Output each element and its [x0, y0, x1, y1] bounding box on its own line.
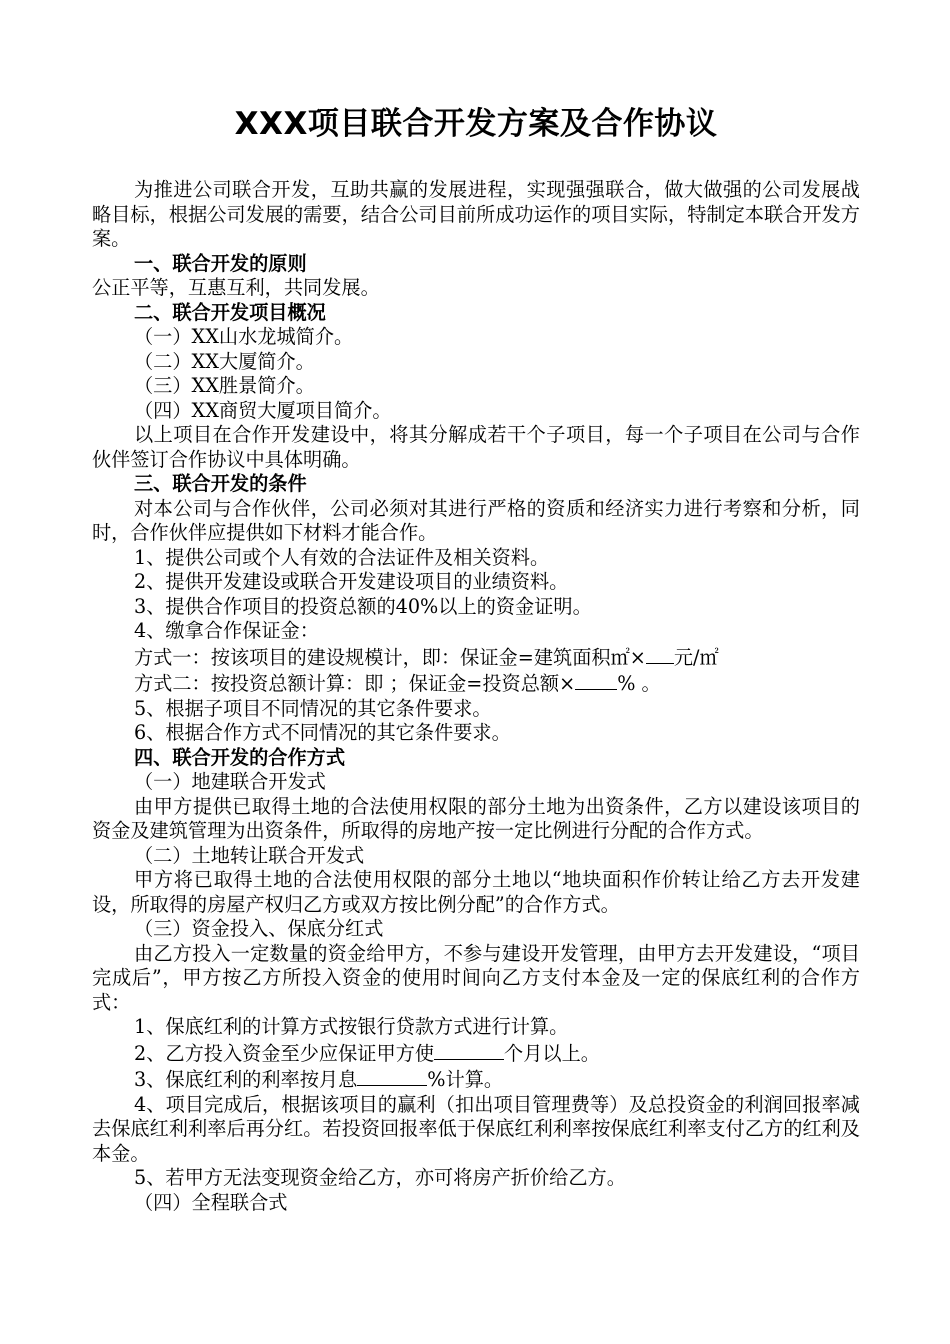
condition-item-6: 6、根据合作方式不同情况的其它条件要求。: [134, 721, 511, 744]
dividend-item-3-text: 3、保底红利的利率按月息: [134, 1068, 358, 1091]
deposit-method-2-unit: % 。: [617, 672, 661, 695]
fill-blank: [575, 670, 617, 690]
dividend-item-2-suffix: 个月以上。: [504, 1041, 600, 1065]
condition-item-2: 2、提供开发建设或联合开发建设项目的业绩资料。: [134, 570, 569, 593]
document-body: [92, 178, 860, 1215]
deposit-method-1-unit: 元/㎡: [673, 645, 719, 669]
dividend-item-2: [92, 1040, 860, 1067]
subsection-heading-1: （一）地建联合开发式: [134, 770, 326, 793]
overview-item-4: （四）XX商贸大厦项目简介。: [134, 398, 392, 422]
section-heading-cooperation: 四、联合开发的合作方式: [134, 745, 346, 769]
document-page: [92, 100, 860, 1215]
fill-blank: [434, 1040, 504, 1060]
fill-blank: [357, 1066, 427, 1086]
subsection-paragraph-1: 由甲方提供已取得土地的合法使用权限的部分土地为出资条件，乙方以建设该项目的资金及建筑管理为出资条件，所取得的房地产按一定比例进行分配的合作方式。: [92, 794, 860, 842]
dividend-item-5: 5、若甲方无法变现资金给乙方，亦可将房产折价给乙方。: [134, 1166, 626, 1189]
subsection-heading-3: （三）资金投入、保底分红式: [134, 917, 384, 940]
document-title: XXX项目联合开发方案及合作协议: [234, 106, 718, 142]
overview-item-2: （二）XX大厦简介。: [134, 349, 315, 373]
dividend-item-1: 1、保底红利的计算方式按银行贷款方式进行计算。: [134, 1015, 569, 1038]
dividend-item-2-text: 2、乙方投入资金至少应保证甲方使: [134, 1041, 435, 1065]
subsection-paragraph-3: 由乙方投入一定数量的资金给甲方，不参与建设开发管理，由甲方去开发建设，“项目完成后”，甲方按乙方所投入资金的使用时间向乙方支付本金及一定的保底红利的合作方式：: [92, 941, 860, 1014]
dividend-item-3-suffix: %计算。: [427, 1068, 504, 1091]
subsection-heading-4: （四）全程联合式: [134, 1190, 288, 1214]
subsection-paragraph-2: 甲方将已取得土地的合法使用权限的部分土地以“地块面积作价转让给乙方去开发建设，所取得的房屋产权归乙方或双方按比例分配”的合作方式。: [92, 868, 860, 916]
fill-blank: [646, 644, 674, 664]
conditions-paragraph: 对本公司与合作伙伴，公司必须对其进行严格的资质和经济实力进行考察和分析，同时，合作伙伴应提供如下材料才能合作。: [92, 496, 860, 544]
overview-item-3: （三）XX胜景简介。: [134, 374, 315, 397]
condition-item-1: 1、提供公司或个人有效的合法证件及相关资料。: [134, 545, 550, 569]
dividend-item-3: [92, 1066, 860, 1093]
deposit-method-1-text: 方式一：按该项目的建设规模计，即：保证金=建筑面积㎡×: [134, 645, 646, 669]
deposit-method-2-text: 方式二：按投资总额计算：即 ；保证金=投资总额×: [134, 672, 576, 695]
condition-item-4: 4、缴拿合作保证金：: [134, 619, 319, 642]
condition-item-3: 3、提供合作项目的投资总额的40%以上的资金证明。: [134, 594, 592, 618]
section-heading-conditions: 三、联合开发的条件: [134, 472, 307, 495]
overview-item-1: （一）XX山水龙城简介。: [134, 325, 354, 348]
section-heading-principles: 一、联合开发的原则: [134, 251, 307, 275]
intro-paragraph: 为推进公司联合开发，互助共赢的发展进程，实现强强联合，做大做强的公司发展战略目标，根据公司发展的需要，结合公司目前所成功运作的项目实际，特制定本联合开发方案。: [92, 178, 860, 250]
dividend-item-4: 4、项目完成后，根据该项目的赢利（扣出项目管理费等）及总投资金的利润回报率减去保底红利利率后再分红。若投资回报率低于保底红利利率按保底红利率支付乙方的红利及本金。: [92, 1092, 860, 1165]
section-heading-overview: 二、联合开发项目概况: [134, 300, 326, 324]
deposit-method-2: [92, 670, 860, 697]
subsection-heading-2: （二）土地转让联合开发式: [134, 843, 365, 867]
deposit-method-1: [92, 644, 860, 671]
principles-paragraph: 公正平等，互惠互利，共同发展。: [92, 276, 380, 299]
overview-summary: 以上项目在合作开发建设中，将其分解成若干个子项目，每一个子项目在公司与合作伙伴签订合作协议中具体明确。: [92, 423, 860, 471]
condition-item-5: 5、根据子项目不同情况的其它条件要求。: [134, 696, 492, 720]
